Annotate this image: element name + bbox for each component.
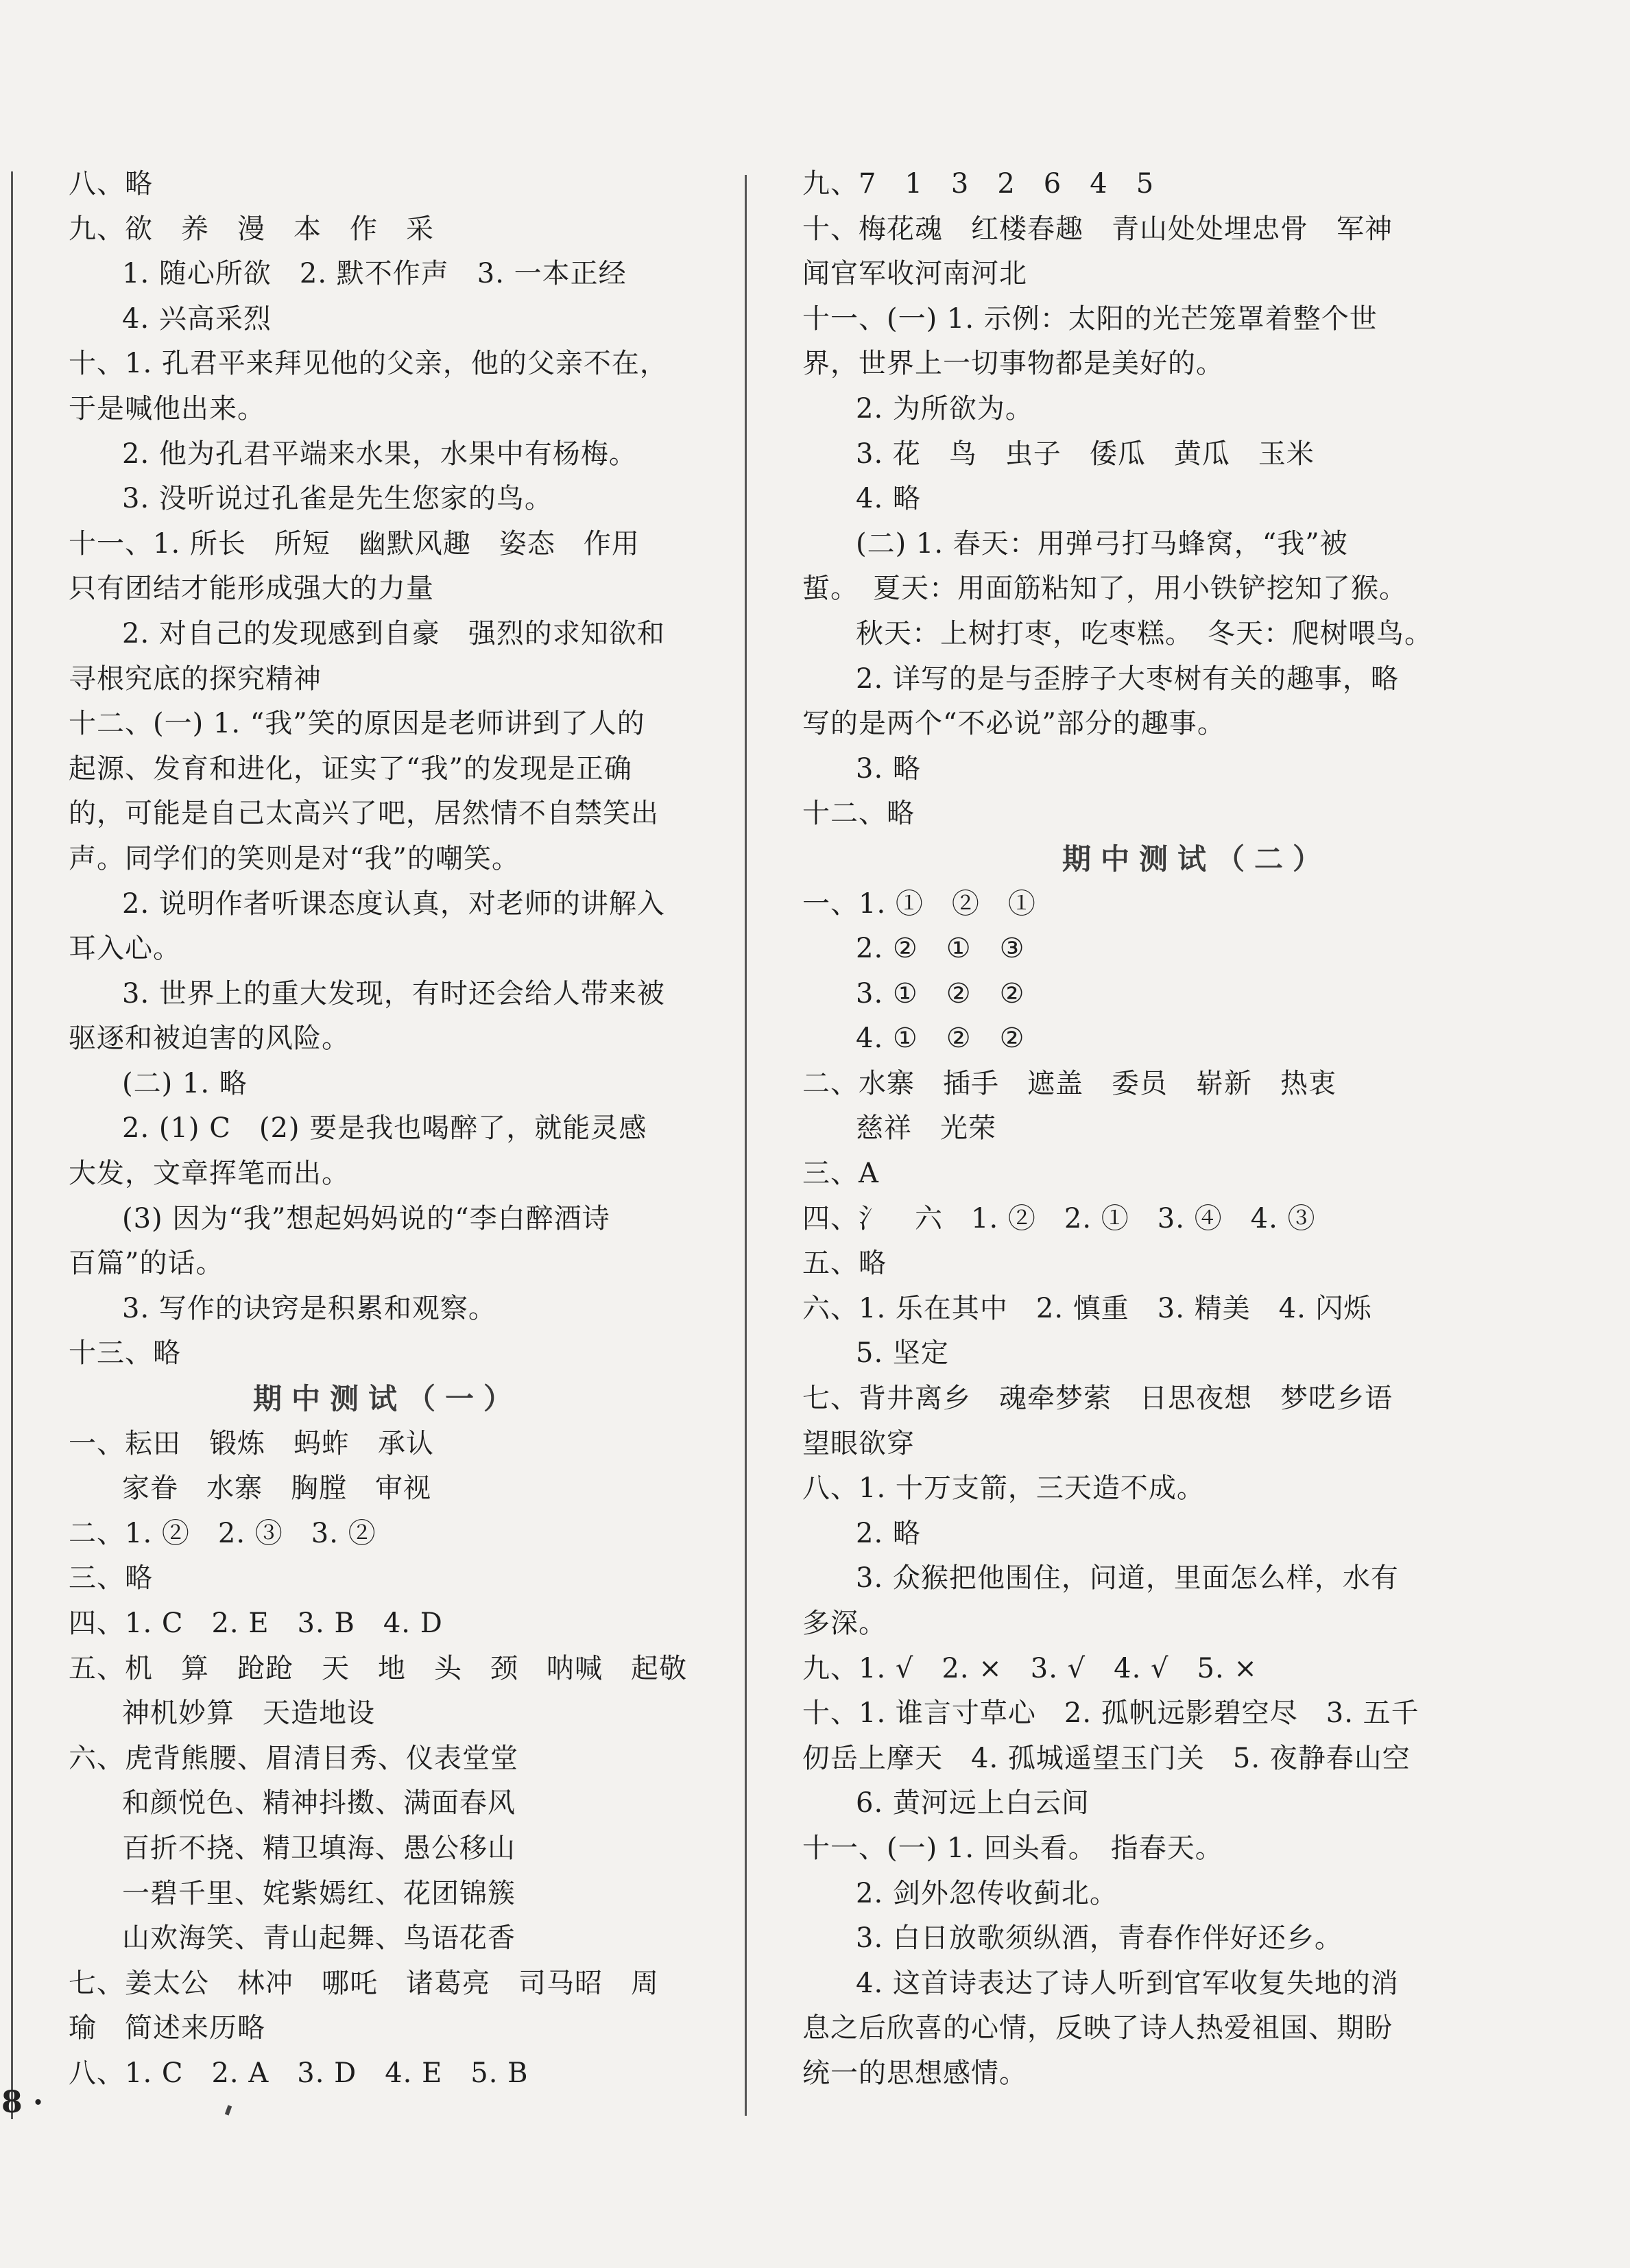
answer-line: 十二、略: [802, 798, 915, 830]
answer-line: 耳入心。: [69, 933, 181, 965]
answer-line: 八、1. 十万支箭，三天造不成。: [802, 1472, 1205, 1505]
answer-line: 息之后欣喜的心情，反映了诗人热爱祖国、期盼: [802, 2012, 1393, 2044]
answer-line: 的，可能是自己太高兴了吧，居然情不自禁笑出: [69, 798, 659, 830]
answer-line: 4. ① ② ②: [856, 1023, 1025, 1055]
answer-line: 驱逐和被迫害的风险。: [69, 1023, 350, 1055]
answer-line: 一碧千里、姹紫嫣红、花团锦簇: [122, 1877, 516, 1909]
answer-line: 4. 这首诗表达了诗人听到官军收复失地的消: [856, 1967, 1399, 1999]
answer-line: 九、欲 养 漫 本 作 采: [69, 213, 434, 245]
page-number: 8 ·: [1, 2085, 44, 2120]
answer-line: 统一的思想感情。: [802, 2057, 1027, 2089]
answer-line: 3. 略: [856, 752, 921, 785]
answer-line: 4. 略: [856, 483, 921, 515]
answer-line: 十二、(一) 1. “我”笑的原因是老师讲到了人的: [69, 708, 645, 740]
answer-line: (二) 1. 略: [122, 1067, 248, 1099]
answer-line: 七、背井离乡 魂牵梦萦 日思夜想 梦呓乡语: [802, 1383, 1393, 1415]
answer-line: 3. 众猴把他围住，问道，里面怎么样，水有: [856, 1562, 1399, 1595]
answer-line: 2. 略: [856, 1517, 921, 1549]
answer-line: 闻官军收河南河北: [802, 258, 1027, 290]
answer-line: 六、1. 乐在其中 2. 慎重 3. 精美 4. 闪烁: [802, 1292, 1372, 1324]
answer-line: 蜇。 夏天：用面筋粘知了，用小铁铲挖知了猴。: [802, 573, 1407, 605]
answer-line: 起源、发育和进化，证实了“我”的发现是正确: [69, 752, 632, 785]
answer-line: 山欢海笑、青山起舞、鸟语花香: [122, 1922, 516, 1955]
answer-line: 百篇”的话。: [69, 1248, 224, 1280]
answer-line: 1. 随心所欲 2. 默不作声 3. 一本正经: [122, 258, 627, 290]
answer-line: (二) 1. 春天：用弹弓打马蜂窝，“我”被: [856, 527, 1348, 560]
answer-line: 寻根究底的探究精神: [69, 663, 322, 695]
answer-line: 3. 世界上的重大发现，有时还会给人带来被: [122, 977, 665, 1010]
answer-line: 3. 写作的诀窍是积累和观察。: [122, 1292, 496, 1324]
answer-line: 五、略: [802, 1248, 887, 1280]
answer-line: 慈祥 光荣: [856, 1112, 996, 1145]
answer-line: 2. 对自己的发现感到自豪 强烈的求知欲和: [122, 617, 665, 649]
answer-line: 八、略: [69, 168, 153, 200]
answer-line: 2. 说明作者听课态度认真，对老师的讲解入: [122, 887, 665, 920]
answer-line: 秋天：上树打枣，吃枣糕。 冬天：爬树喂鸟。: [856, 617, 1433, 649]
answer-line: 和颜悦色、精神抖擞、满面春风: [122, 1787, 516, 1819]
print-mark: [225, 2105, 232, 2115]
answer-line: 一、1. ① ② ①: [802, 887, 1036, 920]
answer-line: 6. 黄河远上白云间: [856, 1787, 1090, 1819]
answer-line: 六、虎背熊腰、眉清目秀、仪表堂堂: [69, 1742, 518, 1774]
answer-line: 瑜 简述来历略: [69, 2012, 265, 2044]
answer-line: 写的是两个“不必说”部分的趣事。: [802, 708, 1225, 740]
answer-line: 三、略: [69, 1562, 153, 1595]
answer-line: 4. 兴高采烈: [122, 302, 272, 335]
column-divider: [745, 175, 747, 2116]
answer-line: 一、耘田 锻炼 蚂蚱 承认: [69, 1427, 434, 1459]
answer-line: 八、1. C 2. A 3. D 4. E 5. B: [69, 2057, 529, 2089]
answer-line: 2. 他为孔君平端来水果，水果中有杨梅。: [122, 438, 637, 470]
answer-line: 界，世界上一切事物都是美好的。: [802, 348, 1224, 380]
answer-line: 神机妙算 天造地设: [122, 1697, 375, 1730]
left-margin-rule: [11, 171, 13, 2119]
answer-line: 2. (1) C (2) 要是我也喝醉了，就能灵感: [122, 1112, 647, 1145]
answer-line: 七、姜太公 林冲 哪吒 诸葛亮 司马昭 周: [69, 1967, 659, 1999]
answer-line: 九、1. √ 2. × 3. √ 4. √ 5. ×: [802, 1652, 1258, 1684]
answer-line: 二、1. ② 2. ③ 3. ②: [69, 1517, 376, 1549]
answer-line: 五、机 算 跄跄 天 地 头 颈 呐喊 起敬: [69, 1652, 687, 1684]
section-heading: 期中测试（一）: [252, 1382, 522, 1416]
answer-line: 二、水寨 插手 遮盖 委员 崭新 热衷: [802, 1067, 1337, 1099]
answer-line: 3. 没听说过孔雀是先生您家的鸟。: [122, 483, 553, 515]
section-heading: 期中测试（二）: [1062, 841, 1331, 876]
right-answer-column: [802, 162, 1591, 2097]
answer-line: 仞岳上摩天 4. 孤城遥望玉门关 5. 夜静春山空: [802, 1742, 1411, 1774]
answer-line: (3) 因为“我”想起妈妈说的“李白醉酒诗: [122, 1202, 610, 1234]
answer-line: 十三、略: [69, 1337, 181, 1370]
answer-line: 2. 为所欲为。: [856, 392, 1033, 425]
answer-line: 声。同学们的笑则是对“我”的嘲笑。: [69, 842, 520, 874]
answer-line: 多深。: [802, 1608, 887, 1639]
answer-line: 2. ② ① ③: [856, 933, 1025, 965]
answer-line: 十、1. 孔君平来拜见他的父亲，他的父亲不在，: [69, 348, 668, 380]
answer-line: 3. ① ② ②: [856, 977, 1025, 1010]
answer-line: 百折不挠、精卫填海、愚公移山: [122, 1832, 516, 1864]
answer-line: 于是喊他出来。: [69, 392, 265, 425]
answer-line: 家眷 水寨 胸膛 审视: [122, 1472, 431, 1505]
left-answer-column: [69, 162, 706, 2097]
answer-line: 只有团结才能形成强大的力量: [69, 573, 434, 605]
answer-line: 十、梅花魂 红楼春趣 青山处处埋忠骨 军神: [802, 213, 1393, 245]
answer-line: 十一、(一) 1. 示例：太阳的光芒笼罩着整个世: [802, 302, 1378, 335]
answer-line: 四、氵 六 1. ② 2. ① 3. ④ 4. ③: [802, 1202, 1316, 1234]
answer-line: 三、A: [802, 1158, 879, 1190]
answer-line: 四、1. C 2. E 3. B 4. D: [69, 1608, 443, 1639]
answer-line: 3. 白日放歌须纵酒，青春作伴好还乡。: [856, 1922, 1343, 1955]
answer-line: 2. 剑外忽传收蓟北。: [856, 1877, 1118, 1909]
answer-line: 2. 详写的是与歪脖子大枣树有关的趣事，略: [856, 663, 1399, 695]
answer-line: 望眼欲穿: [802, 1427, 915, 1459]
answer-line: 十一、1. 所长 所短 幽默风趣 姿态 作用: [69, 527, 640, 560]
answer-line: 九、7 1 3 2 6 4 5: [802, 168, 1155, 200]
answer-line: 5. 坚定: [856, 1337, 949, 1370]
answer-line: 十一、(一) 1. 回头看。 指春天。: [802, 1832, 1223, 1864]
answer-line: 大发，文章挥笔而出。: [69, 1158, 350, 1190]
answer-line: 十、1. 谁言寸草心 2. 孤帆远影碧空尽 3. 五千: [802, 1697, 1419, 1730]
answer-line: 3. 花 鸟 虫子 倭瓜 黄瓜 玉米: [856, 438, 1315, 470]
